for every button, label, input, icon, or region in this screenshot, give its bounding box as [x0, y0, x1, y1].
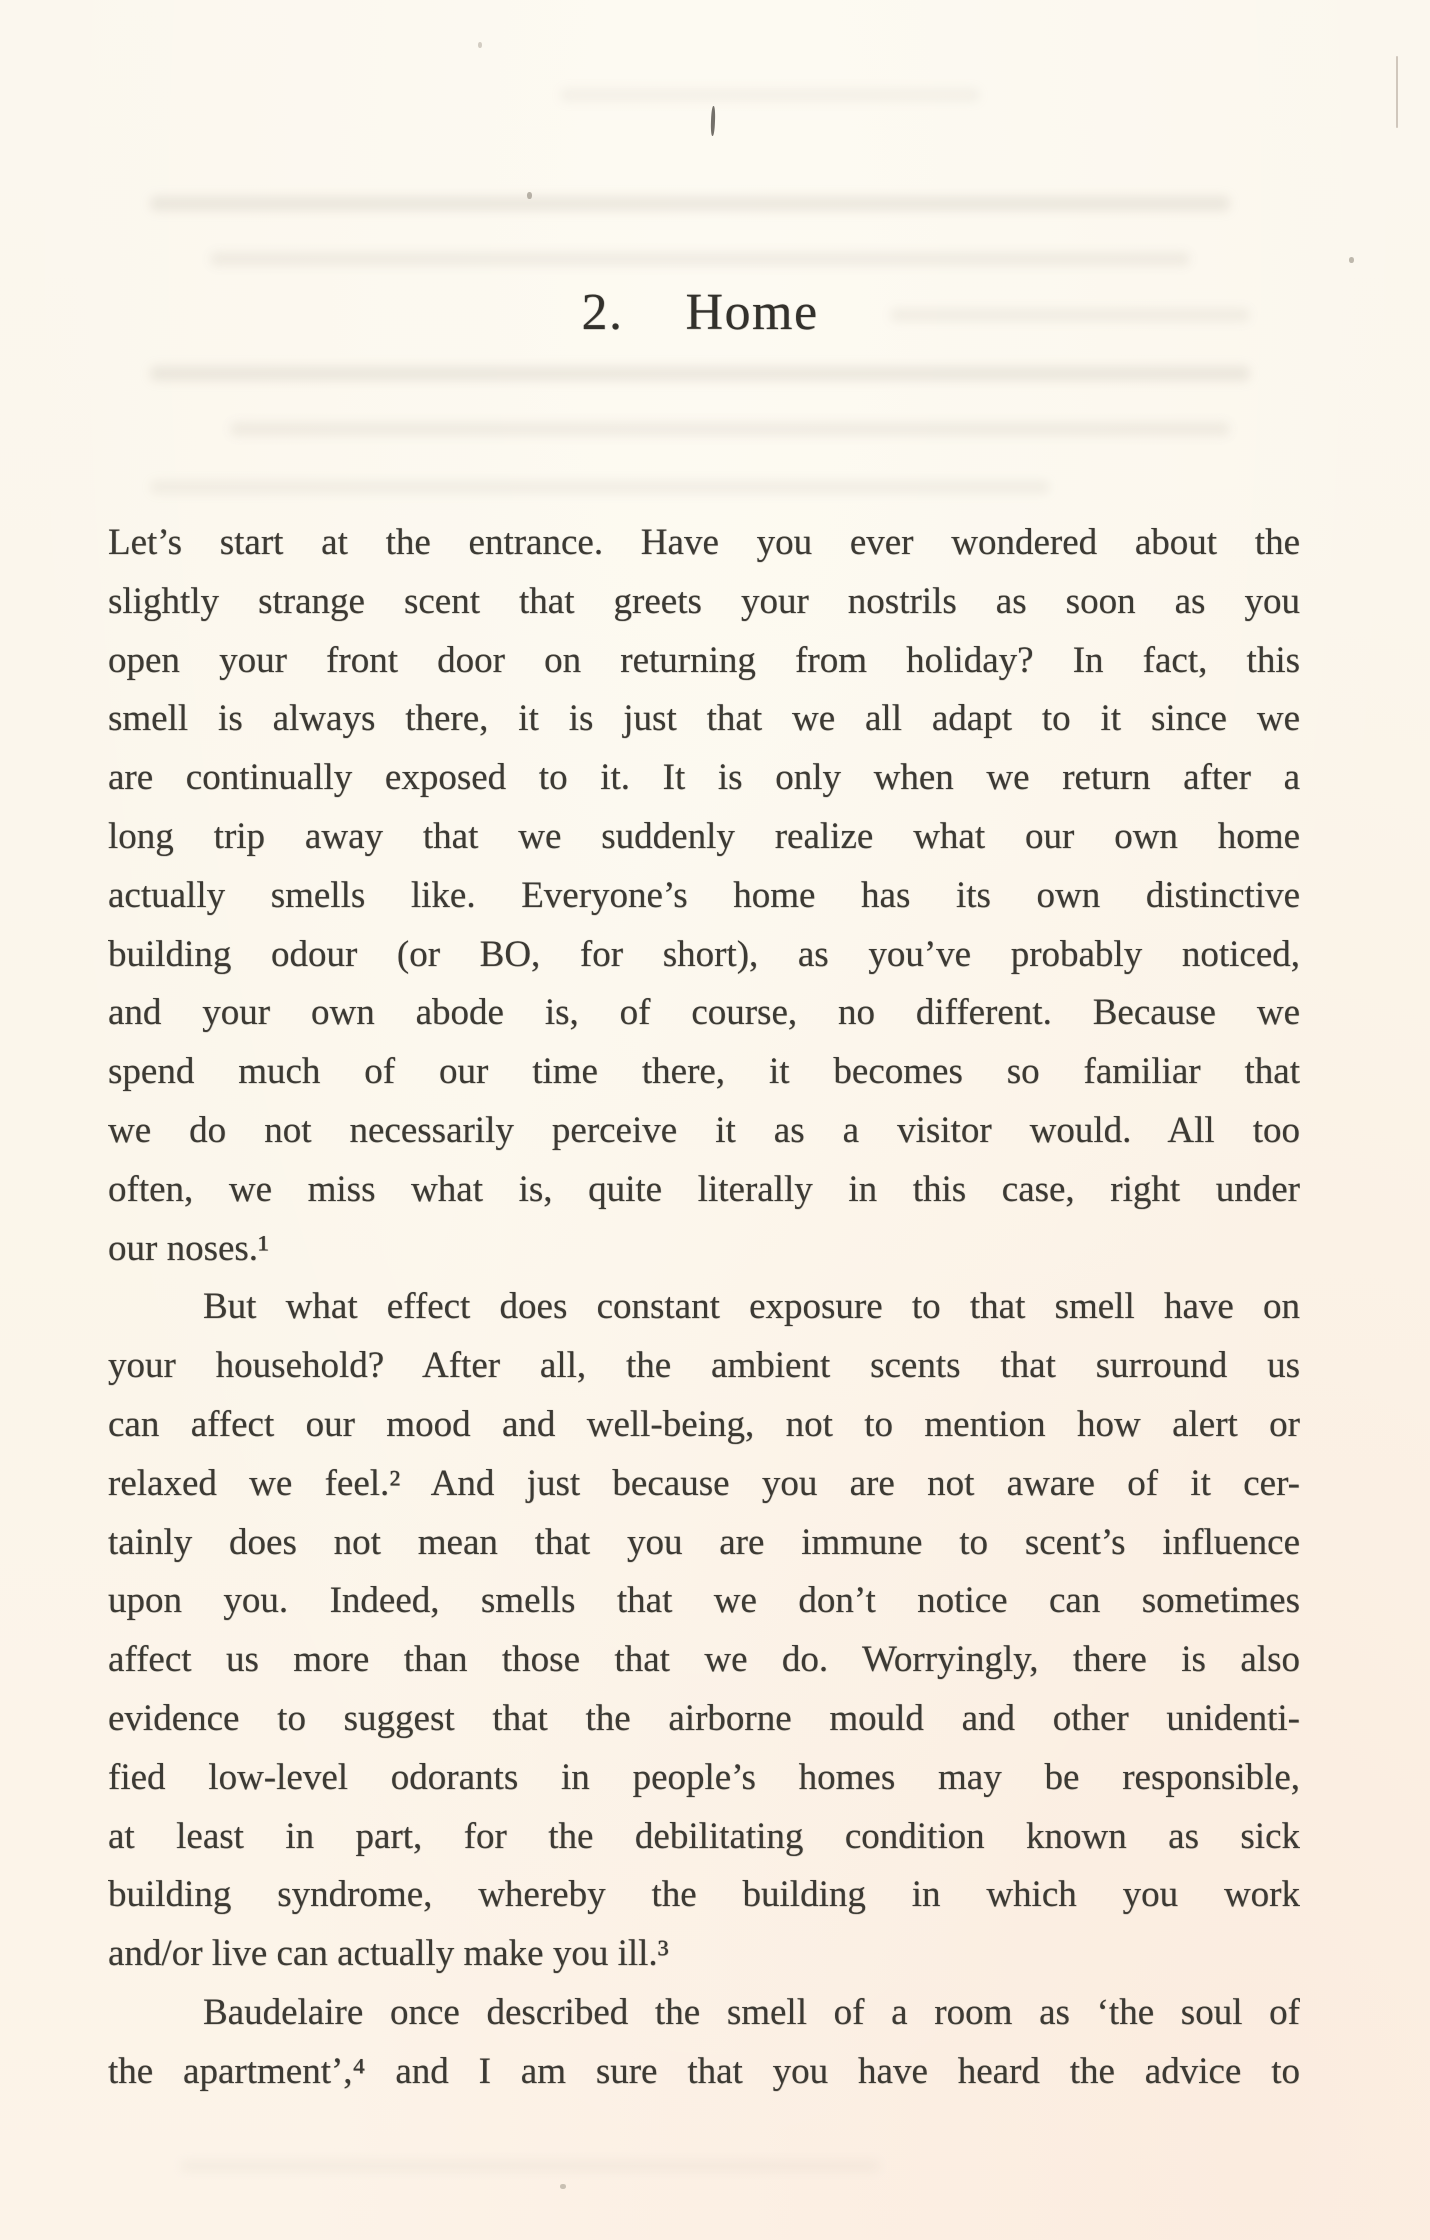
text-line: fied low-level odorants in people’s homes may be responsible, — [108, 1756, 1300, 1798]
scan-speck — [710, 106, 715, 136]
bleed-through-ghost — [150, 196, 1230, 211]
text-line: building syndrome, whereby the building in which you work — [108, 1874, 1300, 1916]
text-line: are continually exposed to it. It is only when we return after a — [108, 757, 1300, 799]
text-line: can affect our mood and well-being, not to mention how alert or — [108, 1403, 1300, 1445]
text-line: your household? After all, the ambient scents that surround us — [108, 1345, 1300, 1387]
text-line: affect us more than those that we do. Worryingly, there is also — [108, 1639, 1300, 1681]
chapter-number: 2. — [581, 284, 624, 341]
chapter-heading — [108, 283, 1292, 342]
bleed-through-ghost — [230, 422, 1230, 436]
text-line: Baudelaire once described the smell of a room as ‘the soul of — [203, 1991, 1300, 2033]
scan-speck — [560, 2184, 566, 2189]
bleed-through-ghost — [560, 88, 980, 102]
scan-speck — [1349, 257, 1354, 263]
bleed-through-ghost — [210, 252, 1190, 266]
bleed-through-ghost — [150, 366, 1250, 381]
bleed-through-ghost — [180, 2160, 880, 2172]
text-line: we do not necessarily perceive it as a visitor would. All too — [108, 1109, 1300, 1151]
scan-speck — [478, 42, 482, 48]
text-line: long trip away that we suddenly realize what our own home — [108, 815, 1300, 857]
text-line: smell is always there, it is just that we all adapt to it since we — [108, 698, 1300, 740]
text-line: But what effect does constant exposure to that smell have on — [203, 1286, 1300, 1328]
text-line: evidence to suggest that the airborne mould and other unidenti- — [108, 1697, 1300, 1739]
page-edge-line — [1396, 56, 1398, 128]
text-line: spend much of our time there, it becomes so familiar that — [108, 1051, 1300, 1093]
chapter-title: Home — [685, 284, 819, 341]
text-line: at least in part, for the debilitating condition known as sick — [108, 1815, 1300, 1857]
bleed-through-ghost — [150, 480, 1050, 494]
text-line: and your own abode is, of course, no different. Because we — [108, 992, 1300, 1034]
text-line: upon you. Indeed, smells that we don’t notice can sometimes — [108, 1580, 1300, 1622]
text-line: our noses.¹ — [108, 1227, 270, 1269]
text-line: slightly strange scent that greets your nostrils as soon as you — [108, 580, 1300, 622]
text-line: open your front door on returning from holiday? In fact, this — [108, 639, 1300, 681]
text-line: building odour (or BO, for short), as you’ve probably noticed, — [108, 933, 1300, 975]
text-line: tainly does not mean that you are immune to scent’s influence — [108, 1521, 1300, 1563]
text-line: relaxed we feel.² And just because you are not aware of it cer- — [108, 1462, 1300, 1504]
text-line: Let’s start at the entrance. Have you ever wondered about the — [108, 522, 1300, 563]
text-line: the apartment’,⁴ and I am sure that you have heard the advice to — [108, 2050, 1300, 2092]
body-text — [108, 514, 1300, 2102]
text-line: often, we miss what is, quite literally in this case, right under — [108, 1168, 1300, 1210]
text-line: and/or live can actually make you ill.³ — [108, 1933, 669, 1975]
scan-speck — [527, 192, 532, 199]
text-line: actually smells like. Everyone’s home has its own distinctive — [108, 874, 1300, 916]
